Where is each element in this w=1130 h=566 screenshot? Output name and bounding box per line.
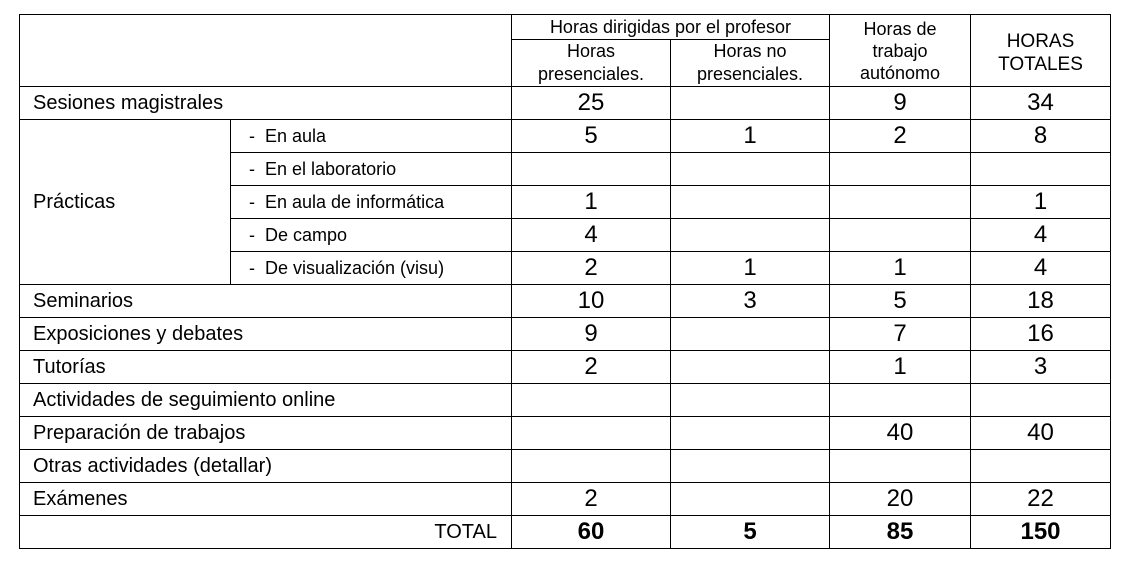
cell-presenciales: 10 <box>512 285 671 318</box>
cell-totales: 4 <box>971 252 1111 285</box>
cell-no-presenciales <box>671 219 830 252</box>
cell-autonomo: 5 <box>830 285 971 318</box>
cell-autonomo: 2 <box>830 120 971 153</box>
cell-totales: 18 <box>971 285 1111 318</box>
cell-totales <box>971 450 1111 483</box>
cell-presenciales: 1 <box>512 186 671 219</box>
sub-row-label <box>231 252 512 285</box>
row-label: Sesiones magistrales <box>20 87 512 120</box>
header-presenciales-line1: Horas <box>566 41 615 61</box>
row-exposiciones <box>20 318 1111 351</box>
row-label: Seminarios <box>20 285 512 318</box>
cell-totales: 22 <box>971 483 1111 516</box>
sub-row-text: De campo <box>265 224 348 245</box>
row-examenes <box>20 483 1111 516</box>
sub-row-text: En aula de informática <box>265 191 445 212</box>
cell-autonomo <box>830 153 971 186</box>
cell-autonomo: 7 <box>830 318 971 351</box>
cell-totales: 1 <box>971 186 1111 219</box>
sub-row-label <box>231 186 512 219</box>
dash-marker: - <box>249 125 255 146</box>
cell-autonomo: 40 <box>830 417 971 450</box>
cell-no-presenciales <box>671 186 830 219</box>
header-no-presenciales-line2: presenciales. <box>696 64 804 84</box>
header-no-presenciales <box>671 40 830 87</box>
header-totales-line1: HORAS <box>1006 30 1075 52</box>
cell-totales: 16 <box>971 318 1111 351</box>
row-seminarios <box>20 285 1111 318</box>
cell-autonomo <box>830 450 971 483</box>
header-autonomo-line1: Horas de <box>863 18 937 39</box>
row-label: Tutorías <box>20 351 512 384</box>
total-totales: 150 <box>971 516 1111 549</box>
cell-no-presenciales <box>671 450 830 483</box>
cell-totales <box>971 384 1111 417</box>
header-group-profesor: Horas dirigidas por el profesor <box>512 15 830 40</box>
total-autonomo: 85 <box>830 516 971 549</box>
sub-row-label <box>231 120 512 153</box>
cell-presenciales: 9 <box>512 318 671 351</box>
cell-autonomo: 1 <box>830 351 971 384</box>
cell-no-presenciales <box>671 351 830 384</box>
row-preparacion-trabajos <box>20 417 1111 450</box>
header-autonomo-line2: trabajo <box>872 40 928 61</box>
row-sesiones-magistrales <box>20 87 1111 120</box>
header-totales-line2: TOTALES <box>998 53 1083 75</box>
row-practicas-en-aula <box>20 120 1111 153</box>
row-label-practicas: Prácticas <box>20 120 231 285</box>
cell-totales: 4 <box>971 219 1111 252</box>
cell-presenciales: 2 <box>512 252 671 285</box>
sub-row-text: En el laboratorio <box>265 158 397 179</box>
cell-presenciales <box>512 384 671 417</box>
dash-marker: - <box>249 224 255 245</box>
row-label: Otras actividades (detallar) <box>20 450 512 483</box>
sub-row-label <box>231 153 512 186</box>
cell-presenciales <box>512 153 671 186</box>
cell-presenciales: 2 <box>512 483 671 516</box>
cell-presenciales: 4 <box>512 219 671 252</box>
header-no-presenciales-line1: Horas no <box>713 41 787 61</box>
cell-autonomo <box>830 186 971 219</box>
cell-no-presenciales <box>671 153 830 186</box>
cell-totales: 8 <box>971 120 1111 153</box>
cell-no-presenciales: 3 <box>671 285 830 318</box>
row-label: Exámenes <box>20 483 512 516</box>
row-label: Actividades de seguimiento online <box>20 384 512 417</box>
total-no-presenciales: 5 <box>671 516 830 549</box>
dash-marker: - <box>249 191 255 212</box>
row-otras-actividades <box>20 450 1111 483</box>
cell-totales: 40 <box>971 417 1111 450</box>
row-tutorias <box>20 351 1111 384</box>
cell-no-presenciales <box>671 483 830 516</box>
cell-presenciales: 25 <box>512 87 671 120</box>
sub-row-text: En aula <box>265 125 327 146</box>
cell-autonomo: 1 <box>830 252 971 285</box>
header-totales <box>971 15 1111 87</box>
header-presenciales-line2: presenciales. <box>537 64 645 84</box>
header-presenciales <box>512 40 671 87</box>
cell-presenciales: 5 <box>512 120 671 153</box>
total-label: TOTAL <box>20 516 512 549</box>
row-label: Exposiciones y debates <box>20 318 512 351</box>
row-total <box>20 516 1111 549</box>
header-corner-cell <box>20 15 512 87</box>
dash-marker: - <box>249 257 255 278</box>
header-row-top <box>20 15 1111 40</box>
cell-autonomo <box>830 219 971 252</box>
sub-row-label <box>231 219 512 252</box>
cell-autonomo: 20 <box>830 483 971 516</box>
cell-presenciales: 2 <box>512 351 671 384</box>
sub-row-text: De visualización (visu) <box>265 257 445 278</box>
dash-marker: - <box>249 158 255 179</box>
cell-no-presenciales <box>671 417 830 450</box>
cell-autonomo: 9 <box>830 87 971 120</box>
cell-no-presenciales <box>671 87 830 120</box>
row-label: Preparación de trabajos <box>20 417 512 450</box>
header-autonomo-line3: autónomo <box>859 62 941 83</box>
row-seguimiento-online <box>20 384 1111 417</box>
cell-no-presenciales: 1 <box>671 120 830 153</box>
cell-no-presenciales: 1 <box>671 252 830 285</box>
cell-presenciales <box>512 450 671 483</box>
total-presenciales: 60 <box>512 516 671 549</box>
hours-table-wrapper <box>19 14 1111 549</box>
cell-no-presenciales <box>671 384 830 417</box>
cell-no-presenciales <box>671 318 830 351</box>
cell-totales: 3 <box>971 351 1111 384</box>
cell-presenciales <box>512 417 671 450</box>
hours-table <box>19 14 1111 549</box>
cell-autonomo <box>830 384 971 417</box>
cell-totales <box>971 153 1111 186</box>
cell-totales: 34 <box>971 87 1111 120</box>
header-autonomo <box>830 15 971 87</box>
